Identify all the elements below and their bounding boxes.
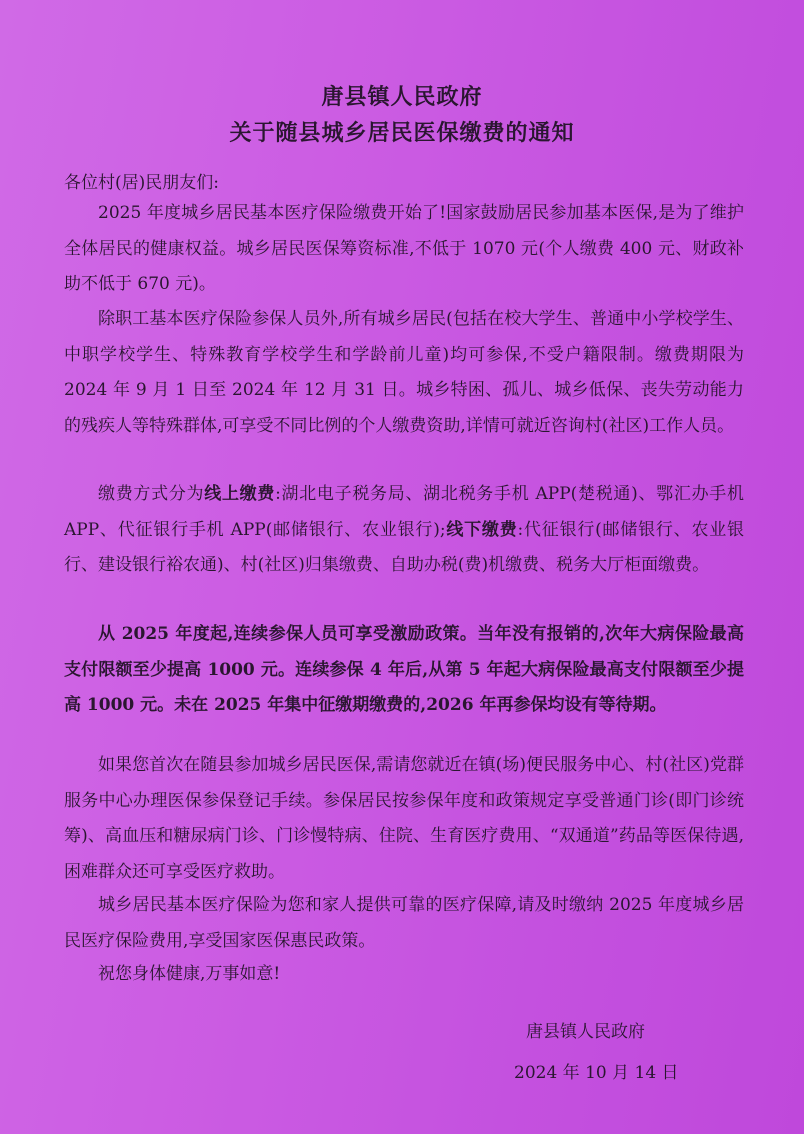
payment-lead: 缴费方式分为 — [98, 484, 205, 504]
paragraph-intro: 2025 年度城乡居民基本医疗保险缴费开始了!国家鼓励居民参加基本医保,是为了维护全体居民的健康权益。城乡居民医保筹资标准,不低于 1070 元(个人缴费 400 元、财政补助不低于 670 元)。 — [64, 203, 744, 294]
closing-wishes: 祝您身体健康,万事如意! — [98, 964, 281, 984]
greeting: 各位村(居)民朋友们: — [64, 173, 219, 193]
notice-title: 关于随县城乡居民医保缴费的通知 — [229, 120, 575, 146]
paragraph-incentive-policy: 从 2025 年度起,连续参保人员可享受激励政策。当年没有报销的,次年大病保险最高支付限额至少提高 1000 元。连续参保 4 年后,从第 5 年起大病保险最高支付限额至少提高 1000 元。未在 2025 年集中征缴期缴费的,2026 年再参保均设有等待期。 — [64, 624, 744, 715]
notice-issuer-title: 唐县镇人民政府 — [321, 84, 483, 110]
offline-payment-label: 线下缴费 — [445, 519, 518, 540]
paragraph-payment-methods — [64, 477, 744, 584]
offline-payment-text: :代征银行(邮储银行、农业银行、建设银行裕农通)、村(社区)归集缴费、自助办税(费)机缴费、税务大厅柜面缴费。 — [64, 519, 745, 575]
paragraph-reminder: 城乡居民基本医疗保险为您和家人提供可靠的医疗保障,请及时缴纳 2025 年度城乡居民医疗保险费用,享受国家医保惠民政策。 — [64, 895, 744, 951]
paragraph-eligibility: 除职工基本医疗保险参保人员外,所有城乡居民(包括在校大学生、普通中小学校学生、中职学校学生、特殊教育学校学生和学龄前儿童)均可参保,不受户籍限制。缴费期限为 2024 年 9 月 1 日至 2024 年 12 月 31 日。城乡特困、孤儿、城乡低保、丧失劳动能力的残疾人等特殊群体,可享受不同比例的个人缴费资助,详情可就近咨询村(社区)工作人员。 — [64, 309, 744, 436]
signature-organization: 唐县镇人民政府 — [526, 1022, 645, 1042]
signature-date: 2024 年 10 月 14 日 — [514, 1063, 679, 1083]
online-payment-text: :湖北电子税务局、湖北税务手机 APP(楚税通)、鄂汇办手机 APP、代征银行手机 APP(邮储银行、农业银行); — [64, 484, 744, 540]
online-payment-label: 线上缴费 — [204, 484, 276, 504]
paragraph-registration: 如果您首次在随县参加城乡居民医保,需请您就近在镇(场)便民服务中心、村(社区)党群服务中心办理医保参保登记手续。参保居民按参保年度和政策规定享受普通门诊(即门诊统筹)、高血压和糖尿病门诊、门诊慢特病、住院、生育医疗费用、“双通道”药品等医保待遇,困难群众还可享受医疗救助。 — [64, 755, 744, 882]
